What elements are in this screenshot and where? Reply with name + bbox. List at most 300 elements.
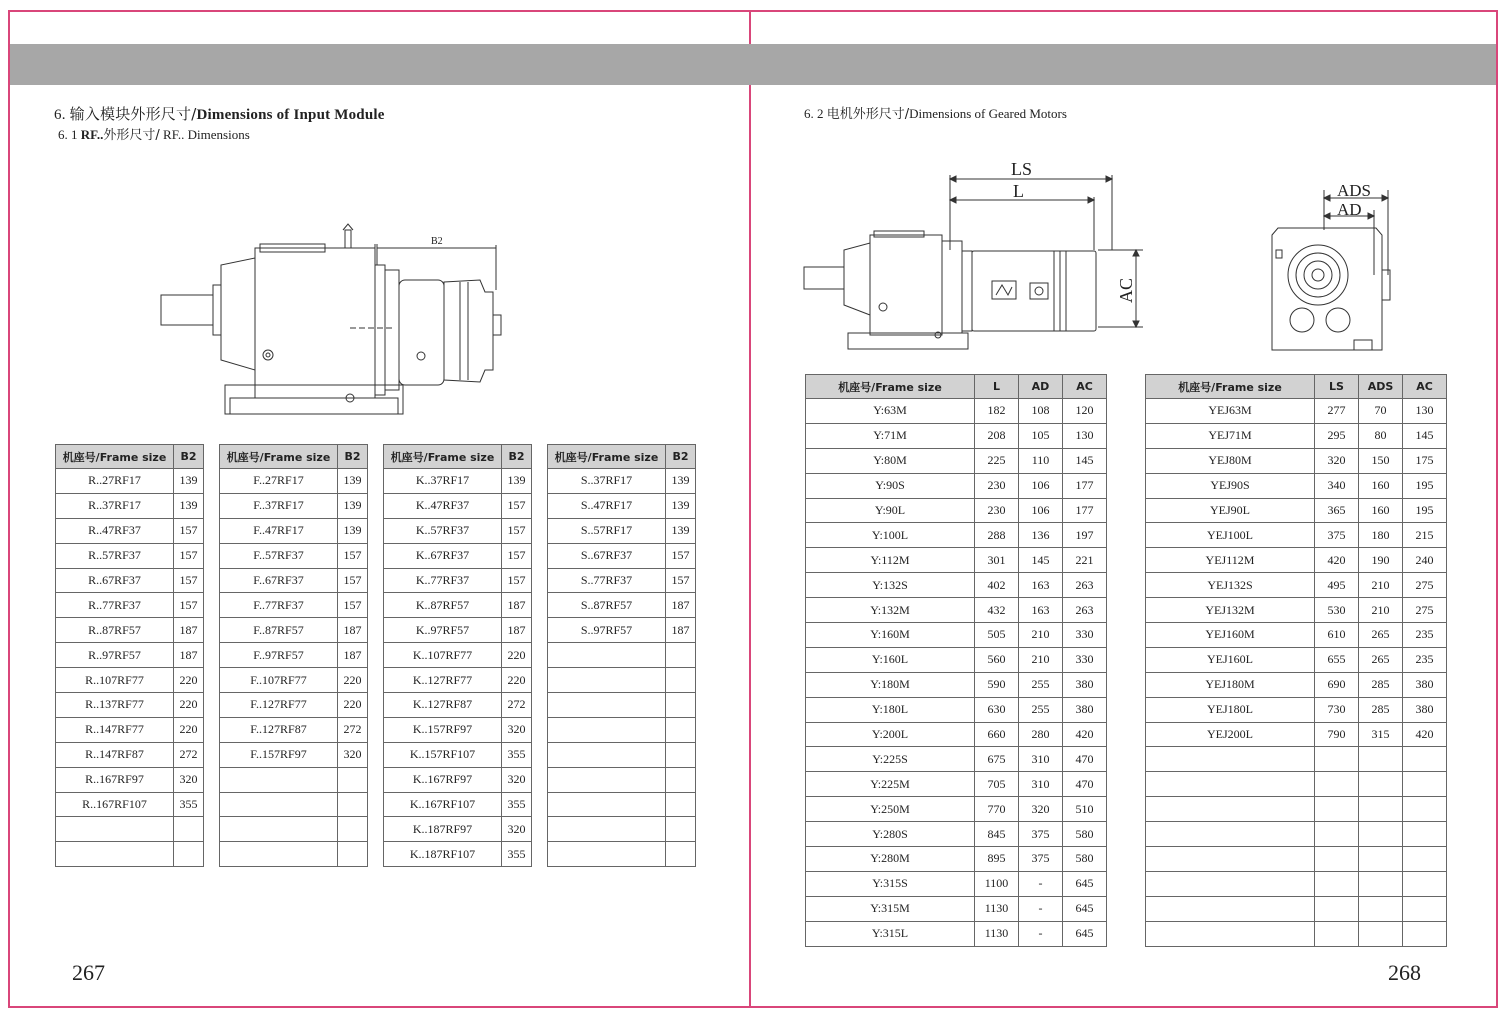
dimension-cell: 380 bbox=[1063, 672, 1107, 697]
frame-size-cell: Y:90S bbox=[806, 473, 975, 498]
dimension-cell: 139 bbox=[666, 469, 696, 494]
dimension-cell: 230 bbox=[975, 498, 1019, 523]
table-row bbox=[384, 792, 532, 817]
frame-size-cell: R..147RF87 bbox=[56, 742, 174, 767]
table-row bbox=[1146, 498, 1447, 523]
dimension-cell: 895 bbox=[975, 847, 1019, 872]
dimension-cell: 310 bbox=[1019, 772, 1063, 797]
dimension-cell: 157 bbox=[338, 543, 368, 568]
dimension-cell bbox=[666, 693, 696, 718]
table-row bbox=[220, 767, 368, 792]
dimension-cell: 470 bbox=[1063, 772, 1107, 797]
dimension-cell: 139 bbox=[338, 518, 368, 543]
table-row bbox=[56, 518, 204, 543]
table-row bbox=[384, 842, 532, 867]
table-row bbox=[1146, 448, 1447, 473]
table-row bbox=[806, 822, 1107, 847]
dimension-cell: 197 bbox=[1063, 523, 1107, 548]
right-heading-prefix: 6. 2 bbox=[804, 106, 824, 121]
frame-size-cell bbox=[56, 842, 174, 867]
table-row bbox=[806, 623, 1107, 648]
table-row bbox=[806, 473, 1107, 498]
dimension-cell: 315 bbox=[1359, 722, 1403, 747]
col-header-ac: AC bbox=[1403, 375, 1447, 399]
frame-size-cell: K..187RF97 bbox=[384, 817, 502, 842]
frame-size-cell: Y:250M bbox=[806, 797, 975, 822]
dimension-cell: 208 bbox=[975, 423, 1019, 448]
table-row bbox=[56, 668, 204, 693]
frame-size-cell: K..127RF87 bbox=[384, 693, 502, 718]
dimension-cell: 195 bbox=[1403, 473, 1447, 498]
dimension-cell: 272 bbox=[174, 742, 204, 767]
dimension-cell: 420 bbox=[1063, 722, 1107, 747]
dimension-cell: 610 bbox=[1315, 623, 1359, 648]
frame-size-cell: F..37RF17 bbox=[220, 493, 338, 518]
table-row bbox=[548, 842, 696, 867]
table-row bbox=[1146, 548, 1447, 573]
frame-size-cell: Y:160L bbox=[806, 647, 975, 672]
table-row bbox=[1146, 672, 1447, 697]
frame-size-cell: R..167RF97 bbox=[56, 767, 174, 792]
frame-size-cell bbox=[220, 817, 338, 842]
dimension-cell: 177 bbox=[1063, 498, 1107, 523]
dimension-cell: 157 bbox=[338, 568, 368, 593]
left-heading-en: Dimensions of Input Module bbox=[196, 107, 385, 123]
frame-size-cell: S..37RF17 bbox=[548, 469, 666, 494]
frame-size-cell: K..57RF37 bbox=[384, 518, 502, 543]
dimension-cell: 220 bbox=[174, 693, 204, 718]
table-row bbox=[548, 518, 696, 543]
dimension-cell bbox=[1315, 822, 1359, 847]
frame-size-cell: S..77RF37 bbox=[548, 568, 666, 593]
left-sub-bold: RF.. bbox=[80, 127, 104, 142]
dimension-cell bbox=[1359, 772, 1403, 797]
dimension-cell: 355 bbox=[502, 842, 532, 867]
dimension-cell: 187 bbox=[174, 643, 204, 668]
dimension-cell: 295 bbox=[1315, 423, 1359, 448]
frame-size-cell: YEJ180M bbox=[1146, 672, 1315, 697]
table-row bbox=[384, 568, 532, 593]
dimension-cell: 420 bbox=[1403, 722, 1447, 747]
right-heading bbox=[804, 103, 1067, 122]
dimension-cell: 365 bbox=[1315, 498, 1359, 523]
dimension-cell bbox=[666, 717, 696, 742]
dimension-cell: 130 bbox=[1063, 423, 1107, 448]
table-row bbox=[548, 817, 696, 842]
table-row bbox=[548, 792, 696, 817]
dimension-cell: 330 bbox=[1063, 623, 1107, 648]
dimension-cell: 160 bbox=[1359, 498, 1403, 523]
dimension-cell: 355 bbox=[174, 792, 204, 817]
dimension-cell: 182 bbox=[975, 399, 1019, 424]
dimension-cell: 580 bbox=[1063, 847, 1107, 872]
dimension-cell: 320 bbox=[174, 767, 204, 792]
frame-size-cell: K..127RF77 bbox=[384, 668, 502, 693]
frame-size-cell bbox=[1146, 847, 1315, 872]
table-row bbox=[1146, 747, 1447, 772]
table-row bbox=[220, 643, 368, 668]
table-row bbox=[220, 817, 368, 842]
table-row bbox=[548, 543, 696, 568]
dimension-cell bbox=[1315, 896, 1359, 921]
table-row bbox=[220, 593, 368, 618]
table-row bbox=[220, 717, 368, 742]
dimension-cell: 110 bbox=[1019, 448, 1063, 473]
ls-dim-label: LS bbox=[1011, 159, 1033, 179]
dimension-cell: 150 bbox=[1359, 448, 1403, 473]
frame-size-cell: YEJ90L bbox=[1146, 498, 1315, 523]
dimension-cell bbox=[1315, 797, 1359, 822]
dimension-cell bbox=[1359, 896, 1403, 921]
dimension-cell: 645 bbox=[1063, 896, 1107, 921]
frame-size-cell: K..167RF107 bbox=[384, 792, 502, 817]
dimension-cell: 263 bbox=[1063, 598, 1107, 623]
col-header-b2: B2 bbox=[502, 445, 532, 469]
dimension-cell: 1130 bbox=[975, 921, 1019, 946]
dimension-cell bbox=[666, 842, 696, 867]
dimension-cell: 139 bbox=[338, 493, 368, 518]
frame-size-cell: K..37RF17 bbox=[384, 469, 502, 494]
dimension-cell: 645 bbox=[1063, 921, 1107, 946]
dimension-cell: 145 bbox=[1403, 423, 1447, 448]
dimension-cell: 265 bbox=[1359, 623, 1403, 648]
dimension-cell bbox=[1315, 847, 1359, 872]
right-heading-cn: 电机外形尺寸/ bbox=[826, 107, 910, 122]
frame-size-cell: K..77RF37 bbox=[384, 568, 502, 593]
table-row bbox=[1146, 623, 1447, 648]
dimension-cell: 187 bbox=[502, 593, 532, 618]
dimension-cell: 220 bbox=[502, 643, 532, 668]
frame-size-cell: F..57RF37 bbox=[220, 543, 338, 568]
dimension-cell bbox=[666, 643, 696, 668]
frame-size-cell: Y:100L bbox=[806, 523, 975, 548]
table-row bbox=[548, 742, 696, 767]
dimension-cell: 690 bbox=[1315, 672, 1359, 697]
frame-size-cell: K..67RF37 bbox=[384, 543, 502, 568]
dimension-cell: 187 bbox=[502, 618, 532, 643]
frame-size-cell: K..157RF97 bbox=[384, 717, 502, 742]
col-header-frame-size: 机座号/Frame size bbox=[1146, 375, 1315, 399]
dimension-cell: 590 bbox=[975, 672, 1019, 697]
dimension-cell: 285 bbox=[1359, 697, 1403, 722]
table-row bbox=[384, 618, 532, 643]
dimension-cell bbox=[666, 817, 696, 842]
table-row bbox=[1146, 847, 1447, 872]
ad-dim-label: AD bbox=[1337, 200, 1362, 219]
dimension-cell: 187 bbox=[338, 618, 368, 643]
table-row bbox=[220, 742, 368, 767]
frame-size-cell: F..87RF57 bbox=[220, 618, 338, 643]
dimension-cell: 220 bbox=[174, 717, 204, 742]
table-row bbox=[806, 747, 1107, 772]
left-page-number: 267 bbox=[72, 960, 105, 985]
dimension-cell bbox=[338, 792, 368, 817]
frame-size-cell bbox=[548, 643, 666, 668]
table-row bbox=[56, 792, 204, 817]
frame-size-cell bbox=[548, 742, 666, 767]
frame-size-cell bbox=[1146, 921, 1315, 946]
frame-size-cell: F..77RF37 bbox=[220, 593, 338, 618]
frame-size-cell bbox=[1146, 772, 1315, 797]
dimension-cell: 175 bbox=[1403, 448, 1447, 473]
dimension-cell: 265 bbox=[1359, 647, 1403, 672]
table-row bbox=[384, 493, 532, 518]
frame-table-k bbox=[383, 444, 532, 867]
col-header-frame-size: 机座号/Frame size bbox=[806, 375, 975, 399]
frame-size-cell: R..47RF37 bbox=[56, 518, 174, 543]
table-row bbox=[548, 717, 696, 742]
dimension-cell: 145 bbox=[1019, 548, 1063, 573]
dimension-cell: - bbox=[1019, 921, 1063, 946]
table-row bbox=[56, 742, 204, 767]
dimension-cell: 139 bbox=[666, 493, 696, 518]
dimension-cell: 157 bbox=[502, 493, 532, 518]
table-row bbox=[384, 469, 532, 494]
table-row bbox=[220, 668, 368, 693]
dimension-cell: 157 bbox=[502, 518, 532, 543]
table-row bbox=[56, 593, 204, 618]
dimension-cell: 220 bbox=[502, 668, 532, 693]
frame-size-cell: Y:63M bbox=[806, 399, 975, 424]
frame-size-cell bbox=[548, 668, 666, 693]
table-row bbox=[806, 697, 1107, 722]
dimension-cell: 120 bbox=[1063, 399, 1107, 424]
table-row bbox=[806, 423, 1107, 448]
dimension-cell: 580 bbox=[1063, 822, 1107, 847]
table-row bbox=[220, 493, 368, 518]
dimension-cell: 210 bbox=[1359, 573, 1403, 598]
frame-size-cell: R..147RF77 bbox=[56, 717, 174, 742]
table-row bbox=[806, 548, 1107, 573]
dimension-cell: 139 bbox=[338, 469, 368, 494]
table-row bbox=[548, 469, 696, 494]
dimension-cell: 136 bbox=[1019, 523, 1063, 548]
dimension-cell: 675 bbox=[975, 747, 1019, 772]
table-row bbox=[56, 543, 204, 568]
frame-size-cell: YEJ160L bbox=[1146, 647, 1315, 672]
col-header-b2: B2 bbox=[666, 445, 696, 469]
dimension-cell: 320 bbox=[338, 742, 368, 767]
frame-size-cell: YEJ80M bbox=[1146, 448, 1315, 473]
dimension-cell: 187 bbox=[666, 618, 696, 643]
frame-size-cell: K..47RF37 bbox=[384, 493, 502, 518]
table-row bbox=[56, 817, 204, 842]
ac-dim-label: AC bbox=[1116, 277, 1136, 303]
dimension-cell: 770 bbox=[975, 797, 1019, 822]
dimension-cell: 157 bbox=[174, 518, 204, 543]
dimension-cell: 70 bbox=[1359, 399, 1403, 424]
table-row bbox=[56, 469, 204, 494]
col-header-ads: ADS bbox=[1359, 375, 1403, 399]
frame-size-cell: Y:200L bbox=[806, 722, 975, 747]
dimension-cell: 375 bbox=[1019, 847, 1063, 872]
frame-size-cell bbox=[1146, 797, 1315, 822]
col-header-frame-size: 机座号/Frame size bbox=[384, 445, 502, 469]
frame-table-s bbox=[547, 444, 696, 867]
table-row bbox=[1146, 523, 1447, 548]
dimension-cell: 163 bbox=[1019, 598, 1063, 623]
b2-dim-label: B2 bbox=[431, 236, 443, 247]
dimension-cell: 1100 bbox=[975, 871, 1019, 896]
motor-table-y bbox=[805, 374, 1107, 947]
table-row bbox=[806, 573, 1107, 598]
table-row bbox=[384, 693, 532, 718]
frame-size-cell: Y:112M bbox=[806, 548, 975, 573]
dimension-cell: 355 bbox=[502, 792, 532, 817]
dimension-cell: 106 bbox=[1019, 473, 1063, 498]
frame-size-cell bbox=[548, 792, 666, 817]
dimension-cell: 235 bbox=[1403, 623, 1447, 648]
col-header-frame-size: 机座号/Frame size bbox=[548, 445, 666, 469]
dimension-cell: 380 bbox=[1403, 697, 1447, 722]
dimension-cell: 210 bbox=[1019, 623, 1063, 648]
dimension-cell: 157 bbox=[174, 543, 204, 568]
frame-size-cell: R..167RF107 bbox=[56, 792, 174, 817]
table-row bbox=[220, 518, 368, 543]
frame-size-cell: F..127RF77 bbox=[220, 693, 338, 718]
frame-size-cell: Y:315L bbox=[806, 921, 975, 946]
dimension-cell: 375 bbox=[1315, 523, 1359, 548]
table-row bbox=[220, 693, 368, 718]
dimension-cell: 145 bbox=[1063, 448, 1107, 473]
frame-size-cell: Y:71M bbox=[806, 423, 975, 448]
table-row bbox=[220, 469, 368, 494]
table-row bbox=[220, 618, 368, 643]
frame-size-cell: R..77RF37 bbox=[56, 593, 174, 618]
frame-size-cell: YEJ132S bbox=[1146, 573, 1315, 598]
dimension-cell: 277 bbox=[1315, 399, 1359, 424]
dimension-cell: 255 bbox=[1019, 697, 1063, 722]
dimension-cell: 225 bbox=[975, 448, 1019, 473]
dimension-cell: 108 bbox=[1019, 399, 1063, 424]
frame-size-cell: R..97RF57 bbox=[56, 643, 174, 668]
dimension-cell bbox=[1403, 871, 1447, 896]
dimension-cell bbox=[1359, 921, 1403, 946]
dimension-cell: 105 bbox=[1019, 423, 1063, 448]
dimension-cell: 272 bbox=[502, 693, 532, 718]
table-row bbox=[384, 668, 532, 693]
dimension-cell bbox=[338, 767, 368, 792]
table-row bbox=[1146, 399, 1447, 424]
frame-size-cell bbox=[1146, 871, 1315, 896]
dimension-cell bbox=[1403, 772, 1447, 797]
dimension-cell bbox=[1359, 747, 1403, 772]
dimension-cell: 380 bbox=[1063, 697, 1107, 722]
col-header-ls: LS bbox=[1315, 375, 1359, 399]
table-row bbox=[56, 493, 204, 518]
table-row bbox=[56, 842, 204, 867]
table-row bbox=[548, 493, 696, 518]
dimension-cell bbox=[1403, 747, 1447, 772]
dimension-cell bbox=[1359, 871, 1403, 896]
col-header-frame-size: 机座号/Frame size bbox=[220, 445, 338, 469]
dimension-cell: 157 bbox=[666, 568, 696, 593]
table-row bbox=[1146, 598, 1447, 623]
dimension-cell: 240 bbox=[1403, 548, 1447, 573]
table-row bbox=[1146, 423, 1447, 448]
frame-size-cell bbox=[220, 792, 338, 817]
table-row bbox=[384, 817, 532, 842]
table-row bbox=[56, 618, 204, 643]
table-row bbox=[806, 523, 1107, 548]
frame-table-f bbox=[219, 444, 368, 867]
table-row bbox=[56, 568, 204, 593]
dimension-cell bbox=[338, 817, 368, 842]
dimension-cell: 187 bbox=[338, 643, 368, 668]
dimension-cell bbox=[1359, 797, 1403, 822]
dimension-cell: 220 bbox=[338, 668, 368, 693]
dimension-cell: 139 bbox=[666, 518, 696, 543]
frame-size-cell: K..167RF97 bbox=[384, 767, 502, 792]
frame-size-cell bbox=[1146, 747, 1315, 772]
frame-size-cell: F..47RF17 bbox=[220, 518, 338, 543]
dimension-cell: 375 bbox=[1019, 822, 1063, 847]
left-heading-cn: 输入模块外形尺寸/ bbox=[69, 105, 197, 123]
dimension-cell: 320 bbox=[1315, 448, 1359, 473]
input-module-drawing bbox=[155, 220, 515, 420]
dimension-cell: 340 bbox=[1315, 473, 1359, 498]
dimension-cell bbox=[338, 842, 368, 867]
dimension-cell: 215 bbox=[1403, 523, 1447, 548]
dimension-cell: 255 bbox=[1019, 672, 1063, 697]
dimension-cell bbox=[1315, 772, 1359, 797]
table-row bbox=[1146, 722, 1447, 747]
dimension-cell: 402 bbox=[975, 573, 1019, 598]
table-row bbox=[548, 767, 696, 792]
frame-size-cell: S..57RF17 bbox=[548, 518, 666, 543]
motor-table-yej bbox=[1145, 374, 1447, 947]
col-header-ad: AD bbox=[1019, 375, 1063, 399]
table-row bbox=[806, 672, 1107, 697]
dimension-cell: 221 bbox=[1063, 548, 1107, 573]
frame-table-r bbox=[55, 444, 204, 867]
table-row bbox=[384, 518, 532, 543]
frame-size-cell: F..107RF77 bbox=[220, 668, 338, 693]
dimension-cell: 320 bbox=[502, 717, 532, 742]
geared-motor-side-drawing bbox=[798, 155, 1148, 355]
dimension-cell: 660 bbox=[975, 722, 1019, 747]
frame-size-cell bbox=[548, 817, 666, 842]
dimension-cell: 157 bbox=[338, 593, 368, 618]
right-heading-en: Dimensions of Geared Motors bbox=[909, 106, 1067, 121]
frame-size-cell: Y:280M bbox=[806, 847, 975, 872]
table-row bbox=[806, 647, 1107, 672]
dimension-cell bbox=[666, 742, 696, 767]
dimension-cell: 80 bbox=[1359, 423, 1403, 448]
dimension-cell: 530 bbox=[1315, 598, 1359, 623]
dimension-cell bbox=[1315, 747, 1359, 772]
dimension-cell bbox=[1359, 847, 1403, 872]
dimension-cell: 505 bbox=[975, 623, 1019, 648]
dimension-cell: 235 bbox=[1403, 647, 1447, 672]
dimension-cell: 470 bbox=[1063, 747, 1107, 772]
dimension-cell: 230 bbox=[975, 473, 1019, 498]
frame-size-cell: S..87RF57 bbox=[548, 593, 666, 618]
dimension-cell: 355 bbox=[502, 742, 532, 767]
table-row bbox=[806, 921, 1107, 946]
dimension-cell: 301 bbox=[975, 548, 1019, 573]
frame-size-cell: YEJ132M bbox=[1146, 598, 1315, 623]
frame-size-cell: YEJ90S bbox=[1146, 473, 1315, 498]
frame-size-cell: R..87RF57 bbox=[56, 618, 174, 643]
table-row bbox=[384, 593, 532, 618]
frame-size-cell: F..127RF87 bbox=[220, 717, 338, 742]
frame-size-cell: S..97RF57 bbox=[548, 618, 666, 643]
dimension-cell: 157 bbox=[174, 593, 204, 618]
table-row bbox=[548, 618, 696, 643]
table-row bbox=[806, 871, 1107, 896]
frame-size-cell: K..157RF107 bbox=[384, 742, 502, 767]
